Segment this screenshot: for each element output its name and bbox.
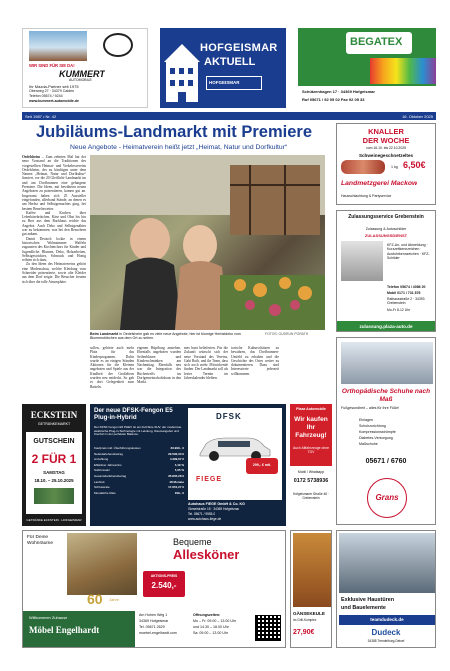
kummert-brand: KUMMERT <box>59 69 105 79</box>
dudeck-address: 34388 Trendelburg-Deisel <box>367 639 405 643</box>
kummert-phone: Telefon 05674 / 9244 <box>29 94 63 98</box>
kummert-web[interactable]: www.kummert-automobile.de <box>29 99 79 103</box>
moebel-headline-2: Allesköner <box>173 547 240 562</box>
moebel-hours-3: Sa: 09.00 – 13.00 Uhr <box>193 631 229 635</box>
moebel-headline-1: Bequeme <box>173 537 212 547</box>
ortho-bullet-2: Schuhzurichtung <box>359 424 386 428</box>
dfsk-title: Der neue DFSK-Fengon E5 Plug-in-Hybrid <box>94 407 173 422</box>
masthead-town-illustration <box>164 42 200 102</box>
knaller-title-2: DER WOCHE <box>362 136 410 145</box>
spec-value: 4.399,67 € <box>169 457 184 462</box>
spec-row <box>94 485 184 490</box>
gaense-sub: im Grill-Komplex <box>293 618 317 622</box>
spec-key: Kaufpreis inkl. Überführungskosten <box>94 446 141 450</box>
knaller-title-1: KNALLER <box>368 127 404 136</box>
spec-key: Nettodarlehensbetrag <box>94 451 123 456</box>
dfsk-badge-text: 299,- € mtl. <box>252 463 272 467</box>
plaza-ad[interactable] <box>290 404 332 526</box>
spec-row <box>94 463 184 468</box>
spec-key: Monatliche Rate <box>94 490 116 495</box>
masthead-title-line1: HOFGEISMAR <box>200 42 278 54</box>
masthead <box>160 28 286 108</box>
spec-key: Laufzeit <box>94 479 105 484</box>
zulassung-web-bar[interactable] <box>337 321 435 332</box>
article-photo <box>90 155 325 330</box>
article-lead: Oedelsheim <box>22 155 40 159</box>
begatex-logo <box>346 32 412 54</box>
spec-row <box>94 457 184 462</box>
masthead-title-line2: AKTUELL <box>204 56 256 68</box>
door-photo <box>339 533 435 593</box>
spec-value: 33.990,- € <box>170 446 184 450</box>
dfsk-dealer-address: Gieselstraße 15 · 34369 Hofgeismar <box>188 507 240 511</box>
begatex-phone: Ruf 05671 / 92 05 02 Fax 92 05 33 <box>302 97 365 102</box>
knaller-price: 6,50€ <box>403 160 426 170</box>
grans-brand: Grans <box>375 493 399 502</box>
knaller-shop: Landmetzgerei Mackow <box>341 180 418 187</box>
caption-bold: Beim Landmarkt <box>90 332 119 336</box>
kummert-brand-sub: AUTOMOBILE <box>69 78 92 82</box>
moebel-hours-label: Öffnungszeiten: <box>193 613 221 617</box>
zulassung-web[interactable]: zulassung.plaza-auto.de <box>359 324 413 329</box>
article-headline: Jubiläums-Landmarkt mit Premiere <box>36 123 313 141</box>
article-column-1 <box>22 155 86 395</box>
dudeck-headline-1: Exklusive Haustüren <box>341 597 395 603</box>
eckstein-brand: ECKSTEIN <box>30 410 78 420</box>
issue-bar <box>22 112 436 120</box>
article-col1b-text: Kaffee und Kuchen über Leberkäsebrötchen, Käse und Obst bis hin zu Brot aus dem Backhaus reichte das Angebot. Auch Deko und Selbstgenähtes war zu bekommen, was bei den Besuchern gut ankam. <box>22 210 86 237</box>
moebel-hours-2: und 14.30 – 18.00 Uhr <box>193 625 229 629</box>
goose-photo <box>293 533 331 607</box>
dfsk-dealer: Autohaus FIEGE GmbH & Co. KG <box>188 502 245 506</box>
knaller-ad[interactable] <box>336 123 436 205</box>
zulassung-services: KFZ-An- und Abmeldung · Kurzzeitkennzeichen · Ausfuhrkennzeichen · KFZ-Schilder <box>387 243 430 261</box>
zulassung-label: ZULASSUNGSDIENST <box>364 233 408 238</box>
ortho-bullet-5: Maßschuhe <box>359 442 378 446</box>
bottle-crate-photo <box>34 488 74 504</box>
spec-row <box>94 491 184 496</box>
kummert-address: Oberweg 27 · 34379 Calden <box>29 89 75 93</box>
eckstein-voucher <box>26 432 82 514</box>
article-col5-text: torische Kulturschätzen zu bewahren, das Dorfbrunnen-Umfeld zu erhalten und die Geschichte des Ortes weiter zu dokumentieren. Dazu sind Interessierte jederzeit willkommen. <box>231 346 279 376</box>
zulassung-address: Rathausstraße 2 · 34393 Grebenstein <box>387 297 425 306</box>
dfsk-fiege: FIEGE <box>196 476 223 483</box>
spec-key: Effektiver Jahreszins <box>94 462 122 467</box>
masthead-small-logo-text: HOFGEISMAR <box>209 80 240 85</box>
article-photo-credit: FOTOS: GUDRUN PORATH <box>265 332 309 336</box>
moebel-top-text: Für Deine Wohnräume <box>27 535 54 546</box>
shoe-photo <box>341 342 433 384</box>
knaller-product: Schweinegeschnetzeltes <box>358 153 414 158</box>
spec-row <box>94 452 184 457</box>
voucher-dates: 18.10. – 25.10.2025 <box>34 478 74 483</box>
begatex-brand: BEGATEX <box>350 36 403 48</box>
begatex-address: Schützenhagen 17 · 34369 Hofgeismar <box>302 89 375 94</box>
plaza-address: Hofgeismarer Straße 46 · Grebenstein <box>293 492 329 500</box>
spec-value: 29.590,33 € <box>168 451 184 456</box>
zulassung-title: Zulassungsservice Grebenstein <box>348 214 424 220</box>
zulassung-mobile: Mobil 0171 / 731 876 <box>387 291 421 295</box>
ortho-bullet-1: Einlagen <box>359 418 373 422</box>
moebel-city: 34369 Hofgeismar <box>139 619 169 623</box>
promo-price: 2.540,- <box>151 581 177 590</box>
kummert-tag: WIR SIND FÜR SIE DA! <box>29 63 75 68</box>
orthopaedie-ad[interactable] <box>336 337 436 525</box>
gaense-price: 27,90€ <box>293 629 315 636</box>
spec-value: 17.951,27 € <box>168 485 184 490</box>
moebel-years: 60 <box>87 591 103 607</box>
plaza-brand: Plaza Automobile <box>296 407 326 411</box>
masthead-small-logo <box>206 76 262 90</box>
moebel-engelhardt-ad[interactable] <box>22 530 286 648</box>
chair-photo <box>67 533 137 595</box>
issue-date: 16. Oktober 2025 <box>402 113 433 119</box>
article-col4-text: mes bunt belieferten. Für die Zukunft wünscht sich der neue Vorstand des Vereins, Gabi Roth, und ihr Team, dass sich noch mehr Mitwirkende finden. Der Landmarkt soll als fester Termin im Jahreskalender bleiben. <box>184 346 228 381</box>
moebel-brand-bar <box>23 611 135 648</box>
article-col3-text: eigenen Hüpfburg anstehen. Ebenfalls angeboten wurden Seifenblasen und Kinderschminken am Nachmittag. Ebenfalls neu war die Integration des Büchertreffs im Dorfgemeinschaftshaus in den Markt. <box>137 346 181 385</box>
article-column-3 <box>137 346 181 394</box>
ortho-bullet-4: Diabetes-Versorgung <box>359 436 393 440</box>
knaller-per: 1 kg <box>391 165 398 169</box>
moebel-web[interactable]: moebel-engelhardt.com <box>139 631 177 635</box>
kummert-ad[interactable] <box>22 28 148 108</box>
dudeck-web[interactable]: teamdudeck.de <box>370 617 404 622</box>
dfsk-dealer-web[interactable]: www.autohaus-fiege.de <box>188 517 222 521</box>
spec-value: 5,35 % <box>174 468 184 473</box>
begatex-address-bar <box>298 86 436 108</box>
dfsk-ad[interactable] <box>90 404 286 526</box>
plaza-headline: Wir kaufen Ihr Fahrzeug! <box>294 416 328 439</box>
dfsk-price-badge <box>246 458 278 474</box>
article-column-2 <box>90 346 134 394</box>
article-photo-caption <box>90 332 265 341</box>
ortho-text: Fußgesundheit – alles für Ihre Füße! <box>341 406 400 410</box>
article-column-4 <box>184 346 228 394</box>
meat-photo <box>341 160 385 174</box>
knaller-dates: vom 16.10. bis 22.10.2025 <box>366 146 406 150</box>
voucher-label: GUTSCHEIN <box>33 438 75 445</box>
dfsk-dealer-phone: Tel. 05671 / 9555-0 <box>188 512 216 516</box>
moebel-brand: Möbel Engelhardt <box>29 625 100 635</box>
qr-code-icon[interactable] <box>255 615 281 641</box>
dfsk-intro: Der DFSK Fengon E5 PHEV ist ein Full-Size-SUV, der modernste elektrische Plug-in-Technologie mit Leistung, Raumangebot und Komfort in der perfekten Balance. <box>94 426 182 437</box>
spec-key: Schlussrate <box>94 485 110 490</box>
moebel-welcome: Willkommen Zuhause <box>29 615 68 620</box>
article-col2-text: sollen, gehörte auch mehr Platz für das Kinderprogramm. Dafür wurde es an einigen Ständen Aktionen für die Kleinen angeboten und Spiele aus der Kindheit der Großeltern wurden neu entdeckt. So gab es dort Gelegenheit zum Basteln. <box>90 346 134 389</box>
article-column-5 <box>231 346 279 394</box>
gaense-title: GÄNSEKEULE <box>293 611 325 616</box>
spec-value: 299,- € <box>174 490 184 495</box>
voucher-valid: SAMSTAG <box>43 470 65 475</box>
moebel-phone: Tel. 05671 2629 <box>139 625 165 629</box>
plaza-phone: 0172 5738936 <box>293 478 329 484</box>
dfsk-dealer-bar <box>188 502 282 524</box>
plaza-phone-box <box>290 466 332 526</box>
moebel-hours-1: Mo – Fr: 09.00 – 13.00 Uhr <box>193 619 237 623</box>
spec-key: Gesamtdarlehensbetrag <box>94 474 127 478</box>
plaza-phone-label: Mobil / Whatsapp <box>297 470 325 474</box>
caption-text: in Oedelsheim gab es viele neue Angebote, hier ist blumige Herbstdeko vom Blumenstübchen aus dem Ort zu sehen. <box>90 332 241 341</box>
ortho-phone: 05671 / 6760 <box>365 458 407 465</box>
gaensekeule-ad[interactable] <box>290 530 332 648</box>
zulassung-sub: Zulassung & Autoschilder <box>365 227 407 231</box>
dudeck-ad[interactable] <box>336 530 436 648</box>
knaller-shop-sub: Hausschlachtung & Partyservice <box>341 194 392 198</box>
eckstein-footer: GETRÄNKE ECKSTEIN · HOFGEISMAR <box>26 518 82 522</box>
ortho-title: Orthopädische Schuhe nach Maß <box>341 388 431 403</box>
dudeck-headline-2: und Bauelemente <box>341 605 386 611</box>
dudeck-web-bar[interactable] <box>339 615 435 625</box>
kummert-photo <box>29 31 87 61</box>
promo-label: AKTIONS-PREIS <box>150 574 178 578</box>
article-col1-text: – Zum zehnten Mal hat der neue Vorstand an die Traditionen des vorgestellten Heimat- und Verkehrsvereins Oedelsheim, der zu künftigen unter dem Namen „Heimat, Natur und Dorfkultur“ firmiert, vor die 20 Gleiflicht-Landmarkt im und am Dorfbrunnen eine gelungene Premiere. Die Ideen, mit bewährten neuen Angeboten zu präsentieren, kamen gut an. Insgesamt haben sich 25 Aussteller eingefunden, allerhand Stände, an denen es um Herbst und Selbstgemachtes ging, bei bestem Benefizwetter. <box>22 155 86 211</box>
eckstein-ad[interactable] <box>22 404 86 526</box>
moebel-promo-badge <box>143 571 185 597</box>
voucher-offer: 2 FÜR 1 <box>31 452 77 466</box>
spec-row <box>94 446 184 451</box>
zulassung-ad[interactable] <box>336 210 436 332</box>
spec-value: 48 Monate <box>169 479 184 484</box>
article-col1d-text: Zu den Ideen des Heimatvereins gehört eine Modenschau, welche Kleidung vom Schneider präsentierte, sowie alte Kleider aus dem Dorf zeigte. Die Besucher freuten sich über die tolle Atmosphäre. <box>22 262 86 284</box>
moebel-years-label: Jahre <box>109 597 120 602</box>
ortho-bullet-3: Kompressionsstrümpfe <box>359 430 396 434</box>
begatex-rainbow <box>370 58 436 84</box>
spec-key: Sollzinssatz <box>94 468 110 473</box>
moebel-address: Am Hohen Weg 1 <box>139 613 168 617</box>
issue-number: Seit 1987 • Nr. 42 <box>25 113 57 119</box>
spec-value: 5,49 % <box>174 462 184 467</box>
grans-logo <box>367 478 407 518</box>
spec-row <box>94 474 184 479</box>
dudeck-brand: Dudeck <box>371 628 401 637</box>
mazda-logo-icon <box>103 33 133 57</box>
spec-row <box>94 480 184 485</box>
article-subheadline: Neue Angebote - Heimatverein heißt jetzt „Heimat, Natur und Dorfkultur“ <box>70 144 288 151</box>
zulassung-phone: Telefon 05674 / 4086 20 <box>387 285 426 289</box>
plaza-sub: Auch Altfahrzeuge ohne TÜV <box>292 446 329 455</box>
article-col1c-text: Damit Deutsch lockte in einem historischen Wohnzimmer Waffeln zugunsten des Kirchenchors für Kinder und Jugendliche. Blumen, Deko, Holzarbeiten, Selbstgestricktes, Schmuck und Honig reihten sich dazu. <box>22 236 86 263</box>
spec-row <box>94 468 184 473</box>
spec-value: 35.805,28 € <box>168 474 184 478</box>
dfsk-spec-table <box>94 446 184 498</box>
kummert-partner: Ihr Mazda-Partner seit 1975 <box>29 84 79 89</box>
license-plate-photo <box>341 241 383 281</box>
eckstein-sub: GETRÄNKEMARKT <box>37 422 71 426</box>
dfsk-right-panel <box>188 408 282 500</box>
spec-key: Anzahlung <box>94 457 109 462</box>
dfsk-logo: DFSK <box>216 412 242 421</box>
begatex-ad[interactable] <box>298 28 436 108</box>
zulassung-hours: Mo-Fr 8-12 Uhr <box>387 308 411 312</box>
